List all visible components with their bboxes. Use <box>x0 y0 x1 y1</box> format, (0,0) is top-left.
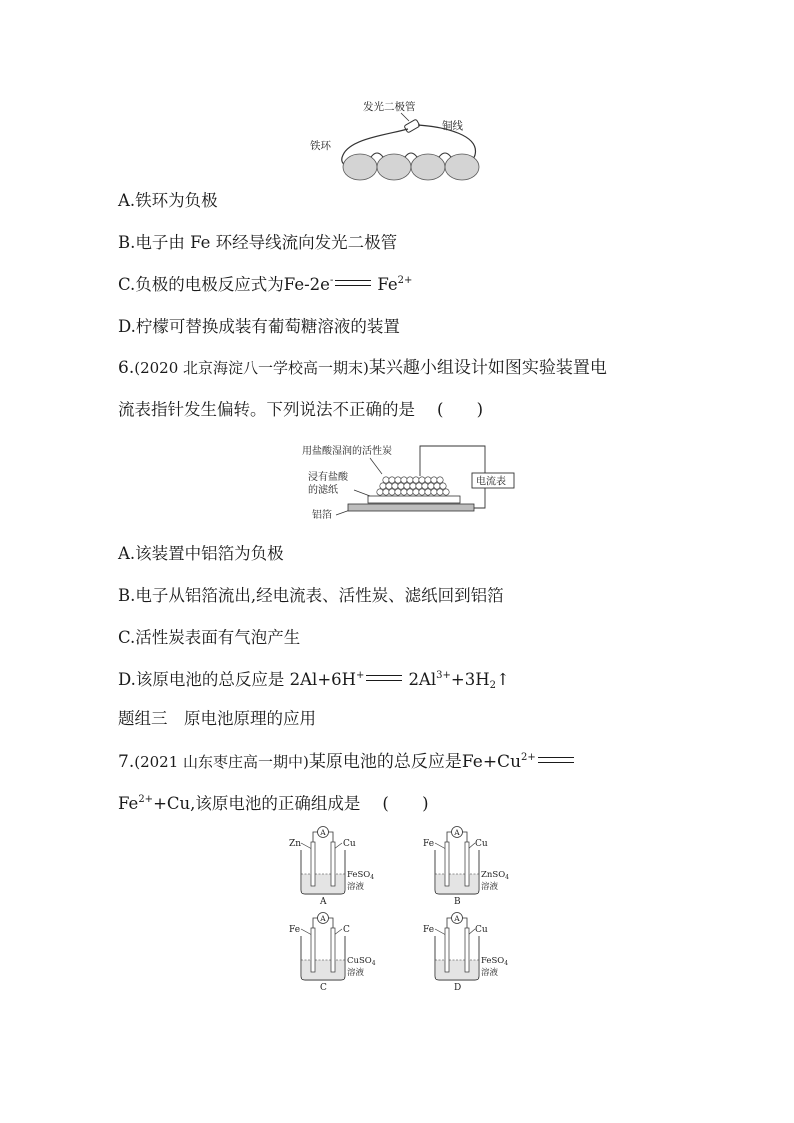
left-electrode <box>311 842 315 886</box>
equals-sign <box>335 280 371 286</box>
q7-fe: Fe <box>118 794 139 813</box>
q6-option-d-subscript: 2 <box>489 680 496 691</box>
salt-formula: FeSO$_4$ <box>347 870 375 881</box>
q7-stem-text1: 某原电池的总反应是Fe+Cu <box>308 752 522 772</box>
label-pointer <box>301 929 312 935</box>
solution <box>302 874 344 893</box>
cell-left-electrode: Zn <box>289 839 302 849</box>
salt-formula: FeSO$_4$ <box>481 956 509 967</box>
q6-option-c: C.活性炭表面有气泡产生 <box>118 628 301 647</box>
connector-1 <box>371 153 383 157</box>
right-electrode <box>465 928 469 972</box>
led-pointer <box>401 113 409 121</box>
lemon-battery-figure <box>305 95 495 185</box>
gas-arrow-icon: ↑ <box>495 670 510 689</box>
q7-fe-charge: 2+ <box>138 794 154 805</box>
iron-ring-label: 铁环 <box>310 140 331 152</box>
filter-pointer <box>354 490 370 496</box>
q6-number: 6. <box>118 358 135 378</box>
cell-letter: B <box>454 897 461 907</box>
q6-option-d-al-charge: 3+ <box>436 670 451 681</box>
filter-paper <box>368 496 460 503</box>
label-pointer <box>435 843 446 849</box>
q6-option-b: B.电子从铝箔流出,经电流表、活性炭、滤纸回到铝箔 <box>118 586 504 605</box>
q5-option-c-product-charge: 2+ <box>397 275 413 286</box>
cell-d <box>423 913 508 994</box>
q7-number: 7. <box>118 752 135 772</box>
q6-stem-line2 <box>118 399 497 421</box>
q7-stem-text2: +Cu,该原电池的正确组成是 <box>153 794 361 813</box>
ammeter-letter: A <box>320 828 326 837</box>
q5-option-a: A.铁环为负极 <box>118 191 218 210</box>
q6-option-d-text: D.该原电池的总反应是 2Al+6H <box>118 670 357 689</box>
lemon-4 <box>445 154 479 180</box>
ammeter-letter: A <box>454 828 460 837</box>
cell-right-electrode: Cu <box>475 925 488 935</box>
wire-to-foil <box>474 488 485 508</box>
right-lead <box>329 832 334 842</box>
right-electrode <box>331 842 335 886</box>
carbon-pointer <box>370 458 382 474</box>
left-lead <box>313 832 318 842</box>
filter-label-1: 浸有盐酸 <box>308 472 348 483</box>
equals-sign <box>538 757 574 763</box>
galvanic-cells-figure <box>285 822 515 994</box>
q6-stem-text2: 流表指针发生偏转。下列说法不正确的是 <box>118 400 415 419</box>
q7-source: (2021 山东枣庄高一期中) <box>134 753 309 771</box>
solution <box>436 960 478 979</box>
right-lead <box>463 832 468 842</box>
left-electrode <box>311 928 315 972</box>
right-electrode <box>465 842 469 886</box>
lemon-3 <box>411 154 445 180</box>
cell-right-electrode: C <box>343 925 350 935</box>
right-lead <box>463 918 468 928</box>
cell-left-electrode: Fe <box>423 839 435 849</box>
right-electrode <box>331 928 335 972</box>
solution-label: 溶液 <box>347 882 365 892</box>
aluminum-foil <box>348 504 474 511</box>
al-carbon-cell-figure <box>300 440 520 525</box>
q5-option-c-product: Fe <box>377 275 398 294</box>
wire-to-carbon <box>420 446 485 476</box>
group-heading: 题组三 原电池原理的应用 <box>118 709 316 728</box>
q5-option-b: B.电子由 Fe 环经导线流向发光二极管 <box>118 233 398 252</box>
q5-option-c <box>118 274 412 296</box>
foil-label: 铝箔 <box>312 510 332 521</box>
carbon-label: 用盐酸湿润的活性炭 <box>302 446 392 457</box>
cell-b <box>423 827 509 908</box>
ammeter-letter: A <box>454 914 460 923</box>
solution <box>436 874 478 893</box>
q6-option-d-h2: +3H <box>450 670 490 689</box>
q6-option-a: A.该装置中铝箔为负极 <box>118 544 284 563</box>
q6-stem-line1 <box>118 357 607 379</box>
cell-right-electrode: Cu <box>475 839 488 849</box>
left-electrode <box>445 842 449 886</box>
equals-sign <box>366 675 402 681</box>
label-pointer <box>301 843 312 849</box>
cell-left-electrode: Fe <box>289 925 301 935</box>
left-lead <box>447 918 452 928</box>
q6-stem-text1: 某兴趣小组设计如图实验装置电 <box>368 358 607 378</box>
cell-c <box>289 913 376 994</box>
salt-formula: CuSO$_4$ <box>347 956 376 967</box>
cell-letter: D <box>454 983 462 993</box>
q6-answer-paren: ( ) <box>437 400 498 419</box>
salt-formula: ZnSO$_4$ <box>481 870 509 881</box>
connector-2 <box>405 153 417 157</box>
solution-label: 溶液 <box>481 882 499 892</box>
q7-stem-line1 <box>118 751 580 773</box>
q6-source: (2020 北京海淀八一学校高一期末) <box>134 359 369 377</box>
cell-letter: A <box>320 897 327 907</box>
q5-option-c-text: C.负极的电极反应式为Fe-2e <box>118 275 330 294</box>
cell-right-electrode: Cu <box>343 839 356 849</box>
q5-option-d: D.柠檬可替换成装有葡萄糖溶液的装置 <box>118 317 400 336</box>
ammeter-label: 电流表 <box>476 476 506 488</box>
lemon-2 <box>377 154 411 180</box>
q6-option-d-h-charge: + <box>356 670 365 681</box>
left-lead <box>313 918 318 928</box>
left-lead <box>447 832 452 842</box>
q7-stem-line2 <box>118 793 443 815</box>
left-electrode <box>445 928 449 972</box>
q5-option-c-charge: - <box>329 275 334 286</box>
activated-carbon <box>377 477 449 495</box>
ammeter-letter: A <box>320 914 326 923</box>
lemon-1 <box>343 154 377 180</box>
q7-answer-paren: ( ) <box>382 794 443 813</box>
q6-option-d <box>118 669 510 691</box>
solution-label: 溶液 <box>347 968 365 978</box>
cell-left-electrode: Fe <box>423 925 435 935</box>
solution <box>302 960 344 979</box>
copper-wire-label: 铜线 <box>442 120 463 132</box>
label-pointer <box>435 929 446 935</box>
led-label: 发光二极管 <box>363 101 416 113</box>
led-diode <box>404 119 420 133</box>
cell-a <box>289 827 374 908</box>
q6-option-d-al: 2Al <box>408 670 437 689</box>
connector-3 <box>439 153 451 157</box>
solution-label: 溶液 <box>481 968 499 978</box>
filter-label-2: 的滤纸 <box>308 485 338 496</box>
right-lead <box>329 918 334 928</box>
cell-letter: C <box>320 983 327 993</box>
q7-cu-charge: 2+ <box>521 752 536 763</box>
